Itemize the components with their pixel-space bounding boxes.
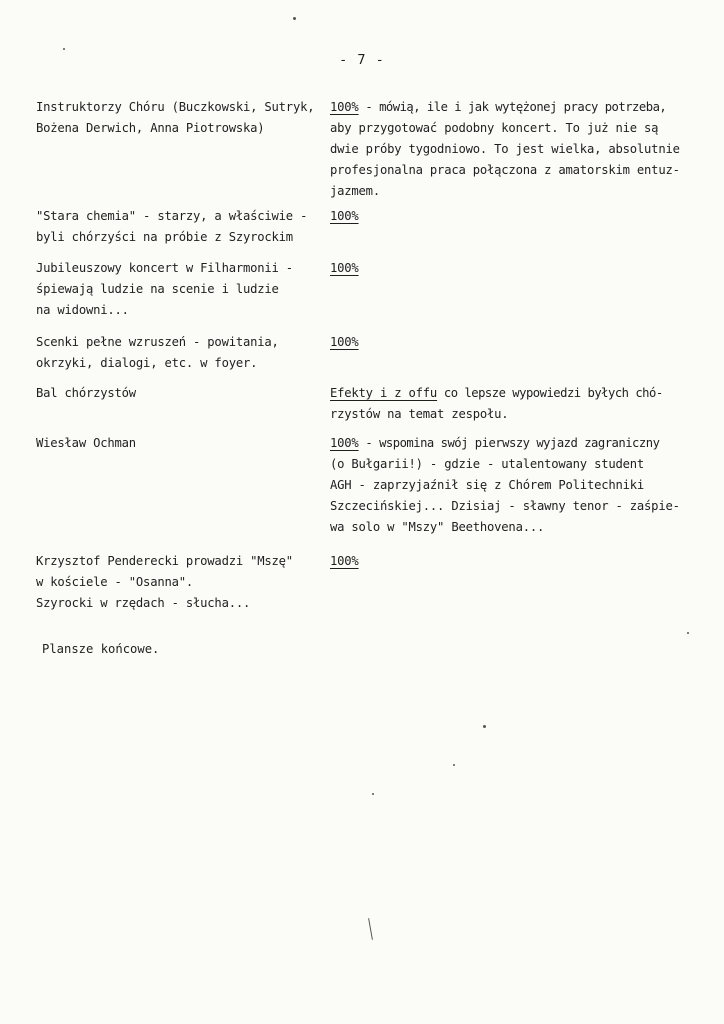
note-line: - wspomina swój pierwszy wyjazd zagraniczny: [358, 436, 660, 450]
scan-speck: [483, 725, 486, 728]
coverage-tag: 100%: [330, 335, 359, 349]
scene-notes: [330, 383, 700, 425]
scene-line: Scenki pełne wzruszeń - powitania,: [36, 335, 279, 349]
scene-notes: [330, 97, 700, 202]
coverage-tag: 100%: [330, 554, 359, 568]
scan-speck: [372, 793, 374, 795]
note-line: Szczecińskiej... Dzisiaj - sławny tenor - zaśpie-: [330, 499, 680, 513]
scene-line: Szyrocki w rzędach - słucha...: [36, 596, 251, 610]
scan-speck: [687, 632, 689, 634]
scene-notes: [330, 433, 700, 538]
scene-notes: [330, 206, 700, 227]
note-line: jazmem.: [330, 184, 380, 198]
scene-line: Jubileuszowy koncert w Filharmonii -: [36, 261, 293, 275]
scene-line: Instruktorzy Chóru (Buczkowski, Sutryk,: [36, 100, 315, 114]
scene-description: [36, 433, 318, 454]
note-line: dwie próby tygodniowo. To jest wielka, absolutnie: [330, 142, 680, 156]
scan-mark: [368, 918, 373, 940]
scene-description: [36, 97, 318, 139]
note-line: - mówią, ile i jak wytężonej pracy potrzeba,: [358, 100, 667, 114]
scene-line: na widowni...: [36, 303, 129, 317]
scene-description: [36, 551, 318, 614]
scene-notes: [330, 332, 700, 353]
scene-description: [36, 332, 318, 374]
scene-line: Wiesław Ochman: [36, 436, 136, 450]
coverage-tag: 100%: [330, 436, 359, 450]
note-line: rzystów na temat zespołu.: [330, 407, 509, 421]
scene-line: Krzysztof Penderecki prowadzi "Mszę": [36, 554, 293, 568]
scene-line: okrzyki, dialogi, etc. w foyer.: [36, 356, 258, 370]
coverage-tag: 100%: [330, 209, 359, 223]
scan-speck: [293, 17, 296, 20]
note-line: co lepsze wypowiedzi byłych chó-: [437, 386, 663, 400]
scene-line: byli chórzyści na próbie z Szyrockim: [36, 230, 293, 244]
scan-speck: [453, 764, 455, 766]
scan-speck: [63, 48, 65, 50]
scene-line: "Stara chemia" - starzy, a właściwie -: [36, 209, 308, 223]
scene-description: [36, 206, 318, 248]
closing-line: Plansze końcowe.: [42, 642, 160, 656]
scene-line: Bal chórzystów: [36, 386, 136, 400]
scene-line: Bożena Derwich, Anna Piotrowska): [36, 121, 265, 135]
note-line: aby przygotować podobny koncert. To już nie są: [330, 121, 659, 135]
note-line: profesjonalna praca połączona z amatorskim entuz-: [330, 163, 680, 177]
scene-line: w kościele - "Osanna".: [36, 575, 194, 589]
page-number: - 7 -: [339, 52, 385, 68]
coverage-tag: 100%: [330, 261, 359, 275]
note-line: (o Bułgarii!) - gdzie - utalentowany student: [330, 457, 645, 471]
coverage-tag: Efekty i z offu: [330, 386, 438, 400]
scene-description: [36, 383, 318, 404]
note-line: AGH - zaprzyjaźnił się z Chórem Politechniki: [330, 478, 645, 492]
scene-notes: [330, 551, 700, 572]
note-line: wa solo w "Mszy" Beethovena...: [330, 520, 545, 534]
scene-description: [36, 258, 318, 321]
scene-line: śpiewają ludzie na scenie i ludzie: [36, 282, 279, 296]
coverage-tag: 100%: [330, 100, 359, 114]
scene-notes: [330, 258, 700, 279]
